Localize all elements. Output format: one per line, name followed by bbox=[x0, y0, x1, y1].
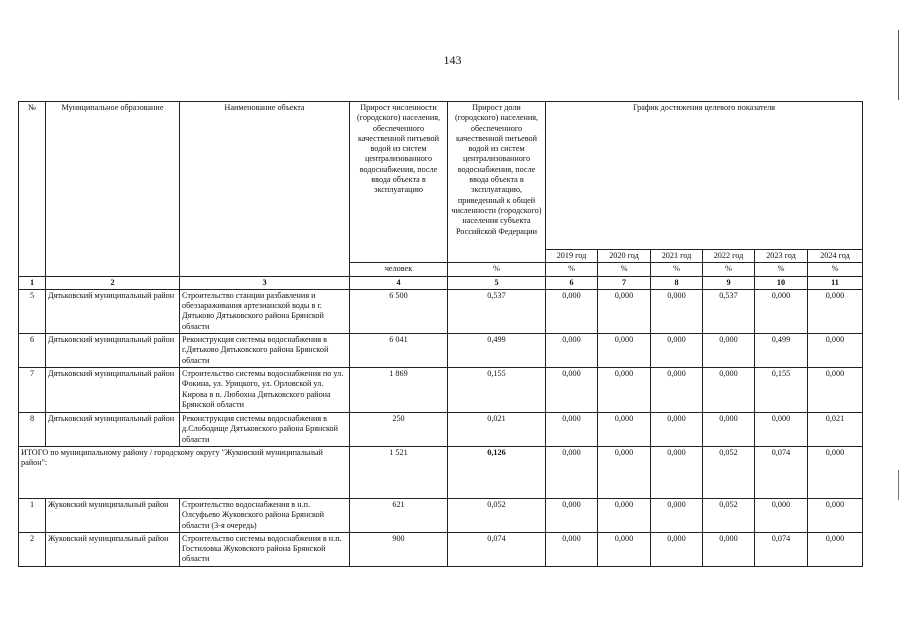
row-year-value: 0,000 bbox=[808, 334, 863, 368]
row-year-value: 0,000 bbox=[598, 367, 651, 412]
column-number: 7 bbox=[598, 276, 651, 289]
row-no: 6 bbox=[19, 334, 46, 368]
row-object: Строительство водоснабжения в н.п. Олсуфьево Жуковского района Брянской области (3-я очередь) bbox=[180, 498, 350, 532]
row-people: 6 041 bbox=[350, 334, 448, 368]
unit-percent: % bbox=[808, 263, 863, 276]
row-year-value: 0,000 bbox=[546, 498, 598, 532]
row-year-value: 0,000 bbox=[808, 498, 863, 532]
row-year-value: 0,000 bbox=[598, 334, 651, 368]
header-year: 2024 год bbox=[808, 250, 863, 263]
total-label: ИТОГО по муниципальному району / городскому округу "Жуковский муниципальный район": bbox=[19, 446, 350, 498]
row-year-value: 0,537 bbox=[703, 289, 755, 333]
row-object: Строительство станции разбавления и обеззараживания артезианской воды в г. Дятьково Дятьковского района Брянской области bbox=[180, 289, 350, 333]
row-year-value: 0,000 bbox=[651, 532, 703, 566]
total-year-value: 0,052 bbox=[703, 446, 755, 498]
row-year-value: 0,000 bbox=[703, 532, 755, 566]
row-year-value: 0,000 bbox=[598, 412, 651, 446]
row-share: 0,021 bbox=[448, 412, 546, 446]
row-share: 0,155 bbox=[448, 367, 546, 412]
total-year-value: 0,000 bbox=[808, 446, 863, 498]
column-number: 6 bbox=[546, 276, 598, 289]
column-number: 4 bbox=[350, 276, 448, 289]
row-no: 2 bbox=[19, 532, 46, 566]
row-people: 6 500 bbox=[350, 289, 448, 333]
row-year-value: 0,000 bbox=[546, 289, 598, 333]
header-schedule: График достижения целевого показателя bbox=[546, 102, 863, 250]
row-year-value: 0,000 bbox=[703, 412, 755, 446]
row-year-value: 0,000 bbox=[651, 367, 703, 412]
table-row bbox=[19, 289, 863, 333]
row-municipality: Жуковский муниципальный район bbox=[46, 498, 180, 532]
row-share: 0,537 bbox=[448, 289, 546, 333]
unit-percent: % bbox=[651, 263, 703, 276]
unit-people: человек bbox=[350, 263, 448, 276]
row-year-value: 0,000 bbox=[546, 532, 598, 566]
unit-percent: % bbox=[546, 263, 598, 276]
row-no: 8 bbox=[19, 412, 46, 446]
column-number: 2 bbox=[46, 276, 180, 289]
unit-percent: % bbox=[703, 263, 755, 276]
header-no: № bbox=[19, 102, 46, 277]
column-number: 8 bbox=[651, 276, 703, 289]
table-row bbox=[19, 412, 863, 446]
row-municipality: Дятьковский муниципальный район bbox=[46, 412, 180, 446]
row-year-value: 0,000 bbox=[546, 412, 598, 446]
row-year-value: 0,000 bbox=[808, 367, 863, 412]
total-share: 0,126 bbox=[448, 446, 546, 498]
header-share-growth: Прирост доли (городского) населения, обеспеченного качественной питьевой водой из систем централизованного водоснабжения, после ввода объекта в эксплуатацию, приведенный к общей численности (городского) населения субъекта Российской Федерации bbox=[448, 102, 546, 263]
row-year-value: 0,052 bbox=[703, 498, 755, 532]
total-row bbox=[19, 446, 863, 498]
table-row bbox=[19, 532, 863, 566]
target-indicator-table bbox=[18, 101, 863, 567]
row-object: Реконструкция системы водоснабжения в г.Дятьково Дятьковского района Брянской области bbox=[180, 334, 350, 368]
header-year: 2023 год bbox=[755, 250, 808, 263]
row-people: 900 bbox=[350, 532, 448, 566]
row-no: 7 bbox=[19, 367, 46, 412]
total-year-value: 0,000 bbox=[651, 446, 703, 498]
row-object: Строительство системы водоснабжения по ул. Фокина, ул. Урицкого, ул. Орловской ул. Кирова в п. Любохна Дятьковского района Брянской области bbox=[180, 367, 350, 412]
header-year: 2020 год bbox=[598, 250, 651, 263]
row-year-value: 0,000 bbox=[755, 289, 808, 333]
row-year-value: 0,000 bbox=[651, 289, 703, 333]
header-object: Наименование объекта bbox=[180, 102, 350, 277]
row-year-value: 0,000 bbox=[808, 532, 863, 566]
row-people: 1 869 bbox=[350, 367, 448, 412]
column-number: 11 bbox=[808, 276, 863, 289]
column-number: 5 bbox=[448, 276, 546, 289]
header-year: 2021 год bbox=[651, 250, 703, 263]
row-no: 1 bbox=[19, 498, 46, 532]
row-share: 0,074 bbox=[448, 532, 546, 566]
scan-edge-mark bbox=[898, 470, 899, 500]
unit-percent: % bbox=[598, 263, 651, 276]
page-number: 143 bbox=[443, 53, 462, 67]
row-no: 5 bbox=[19, 289, 46, 333]
row-year-value: 0,499 bbox=[755, 334, 808, 368]
row-object: Строительство системы водоснабжения в н.п. Гостиловка Жуковского района Брянской области bbox=[180, 532, 350, 566]
row-year-value: 0,000 bbox=[755, 412, 808, 446]
row-year-value: 0,000 bbox=[598, 289, 651, 333]
row-year-value: 0,000 bbox=[651, 498, 703, 532]
row-year-value: 0,000 bbox=[546, 367, 598, 412]
table-row bbox=[19, 498, 863, 532]
row-year-value: 0,000 bbox=[755, 498, 808, 532]
row-year-value: 0,021 bbox=[808, 412, 863, 446]
scan-edge-mark bbox=[898, 30, 899, 100]
row-object: Реконструкция системы водоснабжения в д.Слободище Дятьковского района Брянской области bbox=[180, 412, 350, 446]
row-year-value: 0,000 bbox=[703, 367, 755, 412]
row-year-value: 0,074 bbox=[755, 532, 808, 566]
column-number: 10 bbox=[755, 276, 808, 289]
row-year-value: 0,000 bbox=[546, 334, 598, 368]
row-share: 0,499 bbox=[448, 334, 546, 368]
total-year-value: 0,000 bbox=[598, 446, 651, 498]
row-people: 621 bbox=[350, 498, 448, 532]
row-year-value: 0,000 bbox=[808, 289, 863, 333]
table-row bbox=[19, 334, 863, 368]
row-year-value: 0,000 bbox=[598, 498, 651, 532]
row-municipality: Дятьковский муниципальный район bbox=[46, 289, 180, 333]
row-year-value: 0,000 bbox=[651, 412, 703, 446]
unit-percent: % bbox=[448, 263, 546, 276]
header-municipality: Муниципальное образование bbox=[46, 102, 180, 277]
unit-percent: % bbox=[755, 263, 808, 276]
row-municipality: Жуковский муниципальный район bbox=[46, 532, 180, 566]
header-population-growth: Прирост численности (городского) населения, обеспеченного качественной питьевой водой из систем централизованного водоснабжения, после ввода объекта в эксплуатацию bbox=[350, 102, 448, 263]
header-year: 2022 год bbox=[703, 250, 755, 263]
row-year-value: 0,155 bbox=[755, 367, 808, 412]
row-year-value: 0,000 bbox=[651, 334, 703, 368]
row-municipality: Дятьковский муниципальный район bbox=[46, 334, 180, 368]
column-number: 1 bbox=[19, 276, 46, 289]
total-year-value: 0,074 bbox=[755, 446, 808, 498]
row-people: 250 bbox=[350, 412, 448, 446]
row-year-value: 0,000 bbox=[598, 532, 651, 566]
column-number: 9 bbox=[703, 276, 755, 289]
row-share: 0,052 bbox=[448, 498, 546, 532]
column-number: 3 bbox=[180, 276, 350, 289]
row-municipality: Дятьковский муниципальный район bbox=[46, 367, 180, 412]
table-row bbox=[19, 367, 863, 412]
total-year-value: 0,000 bbox=[546, 446, 598, 498]
header-year: 2019 год bbox=[546, 250, 598, 263]
row-year-value: 0,000 bbox=[703, 334, 755, 368]
total-people: 1 521 bbox=[350, 446, 448, 498]
